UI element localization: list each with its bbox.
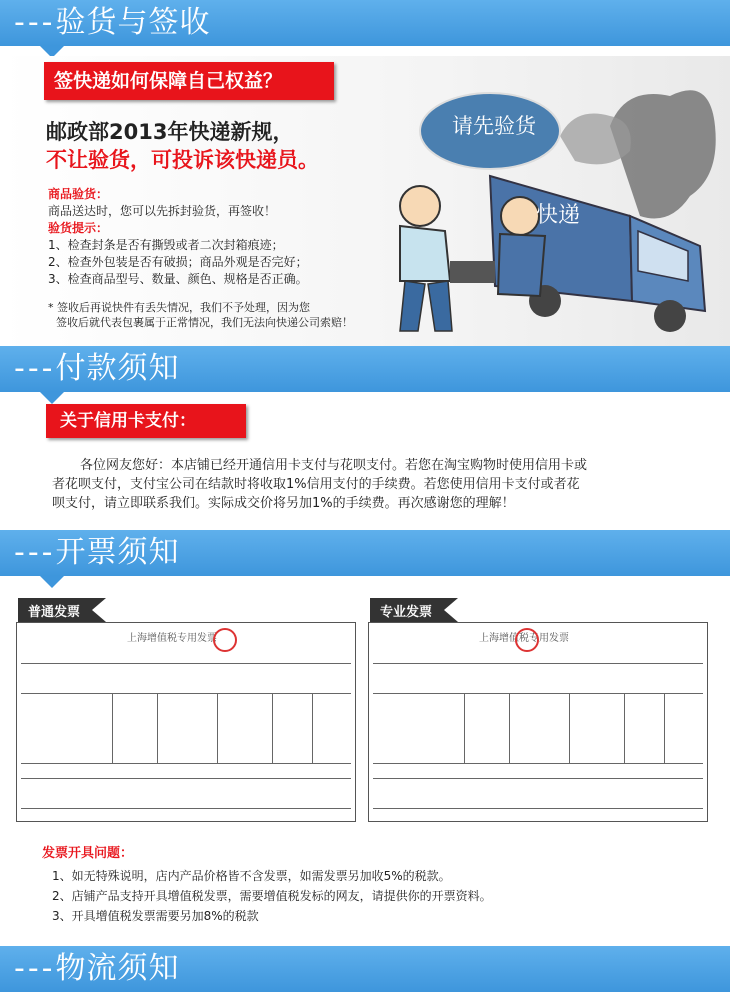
customer-head bbox=[400, 186, 440, 226]
payment-line: 者花呗支付，支付宝公司在结款时将收取1%信用支付的手续费。若您使用信用卡支付或者花 bbox=[52, 477, 580, 492]
smoke-cloud-small bbox=[560, 114, 631, 165]
invoice-issue-item: 1、如无特殊说明，店内产品价格皆不含发票，如需发票另加收5%的税款。 bbox=[52, 869, 451, 883]
section-banner-payment bbox=[0, 346, 730, 392]
tip-item: 1、检查封条是否有撕毁或者二次封箱痕迹； bbox=[48, 238, 284, 252]
banner-title: 验货与签收 bbox=[55, 5, 211, 40]
invoice-tag-special: 专业发票 bbox=[370, 598, 444, 623]
invoice-title: 上海增值税专用发票 bbox=[479, 633, 569, 644]
credit-card-badge: 关于信用卡支付： bbox=[46, 404, 246, 438]
invoice-panel bbox=[0, 576, 730, 946]
invoice-issue-list bbox=[52, 866, 492, 926]
headline-rule: 邮政部2013年快递新规， bbox=[46, 120, 294, 144]
banner-dash: --- bbox=[14, 5, 56, 40]
banner-dash: --- bbox=[14, 535, 56, 570]
check-label: 商品验货： bbox=[48, 187, 109, 201]
banner-dash: --- bbox=[14, 351, 56, 386]
package bbox=[450, 261, 495, 283]
payment-line: 各位网友您好：本店铺已经开通信用卡支付与花呗支付。若您在淘宝购物时使用信用卡或 bbox=[80, 458, 588, 473]
payment-notice bbox=[52, 456, 712, 513]
bubble-text: 请先验货 bbox=[452, 114, 536, 138]
invoice-issue-label: 发票开具问题： bbox=[42, 846, 134, 861]
invoice-sample-normal bbox=[16, 622, 356, 822]
section-banner-logistics bbox=[0, 946, 730, 992]
customer-body bbox=[400, 226, 450, 281]
invoice-tag-normal: 普通发票 bbox=[18, 598, 92, 623]
payment-panel bbox=[0, 392, 730, 530]
payment-line: 呗支付，请立即联系我们。实际成交价将另加1%的手续费。再次感谢您的理解！ bbox=[52, 496, 515, 511]
truck-wheel bbox=[654, 300, 686, 332]
rights-badge: 签快递如何保障自己权益？ bbox=[44, 62, 334, 100]
headline-complaint: 不让验货，可投诉该快递员。 bbox=[46, 148, 319, 172]
section-banner-invoice bbox=[0, 530, 730, 576]
tip-item: 3、检查商品型号、数量、颜色、规格是否正确。 bbox=[48, 272, 308, 286]
courier-body bbox=[498, 234, 545, 296]
inspection-info bbox=[48, 186, 368, 330]
disclaimer-note-2: 签收后就代表包裹属于正常情况，我们无法向快递公司索赔！ bbox=[56, 316, 353, 329]
banner-title: 物流须知 bbox=[55, 951, 180, 986]
banner-title: 开票须知 bbox=[55, 535, 180, 570]
tip-item: 2、检查外包装是否有破损；商品外观是否完好； bbox=[48, 255, 308, 269]
banner-title: 付款须知 bbox=[55, 351, 180, 386]
disclaimer-note: * 签收后再说快件有丢失情况，我们不予处理，因为您 bbox=[48, 301, 310, 314]
banner-dash: --- bbox=[14, 951, 56, 986]
invoice-issue-item: 2、店铺产品支持开具增值税发票，需要增值税发标的网友，请提供你的开票资料。 bbox=[52, 889, 492, 903]
customer-legs bbox=[400, 281, 452, 331]
tips-label: 验货提示： bbox=[48, 221, 109, 235]
section-banner-inspection bbox=[0, 0, 730, 46]
check-text: 商品送达时，您可以先拆封验货，再签收！ bbox=[48, 204, 277, 218]
courier-head bbox=[501, 197, 539, 235]
invoice-issue-item: 3、开具增值税发票需要另加8%的税款 bbox=[52, 909, 259, 923]
invoice-sample-special bbox=[368, 622, 708, 822]
truck-label: 快递 bbox=[536, 203, 581, 228]
invoice-stamp bbox=[514, 627, 540, 653]
invoice-title: 上海增值税专用发票 bbox=[127, 633, 217, 644]
invoice-stamp bbox=[212, 627, 238, 653]
inspection-panel bbox=[0, 56, 730, 346]
